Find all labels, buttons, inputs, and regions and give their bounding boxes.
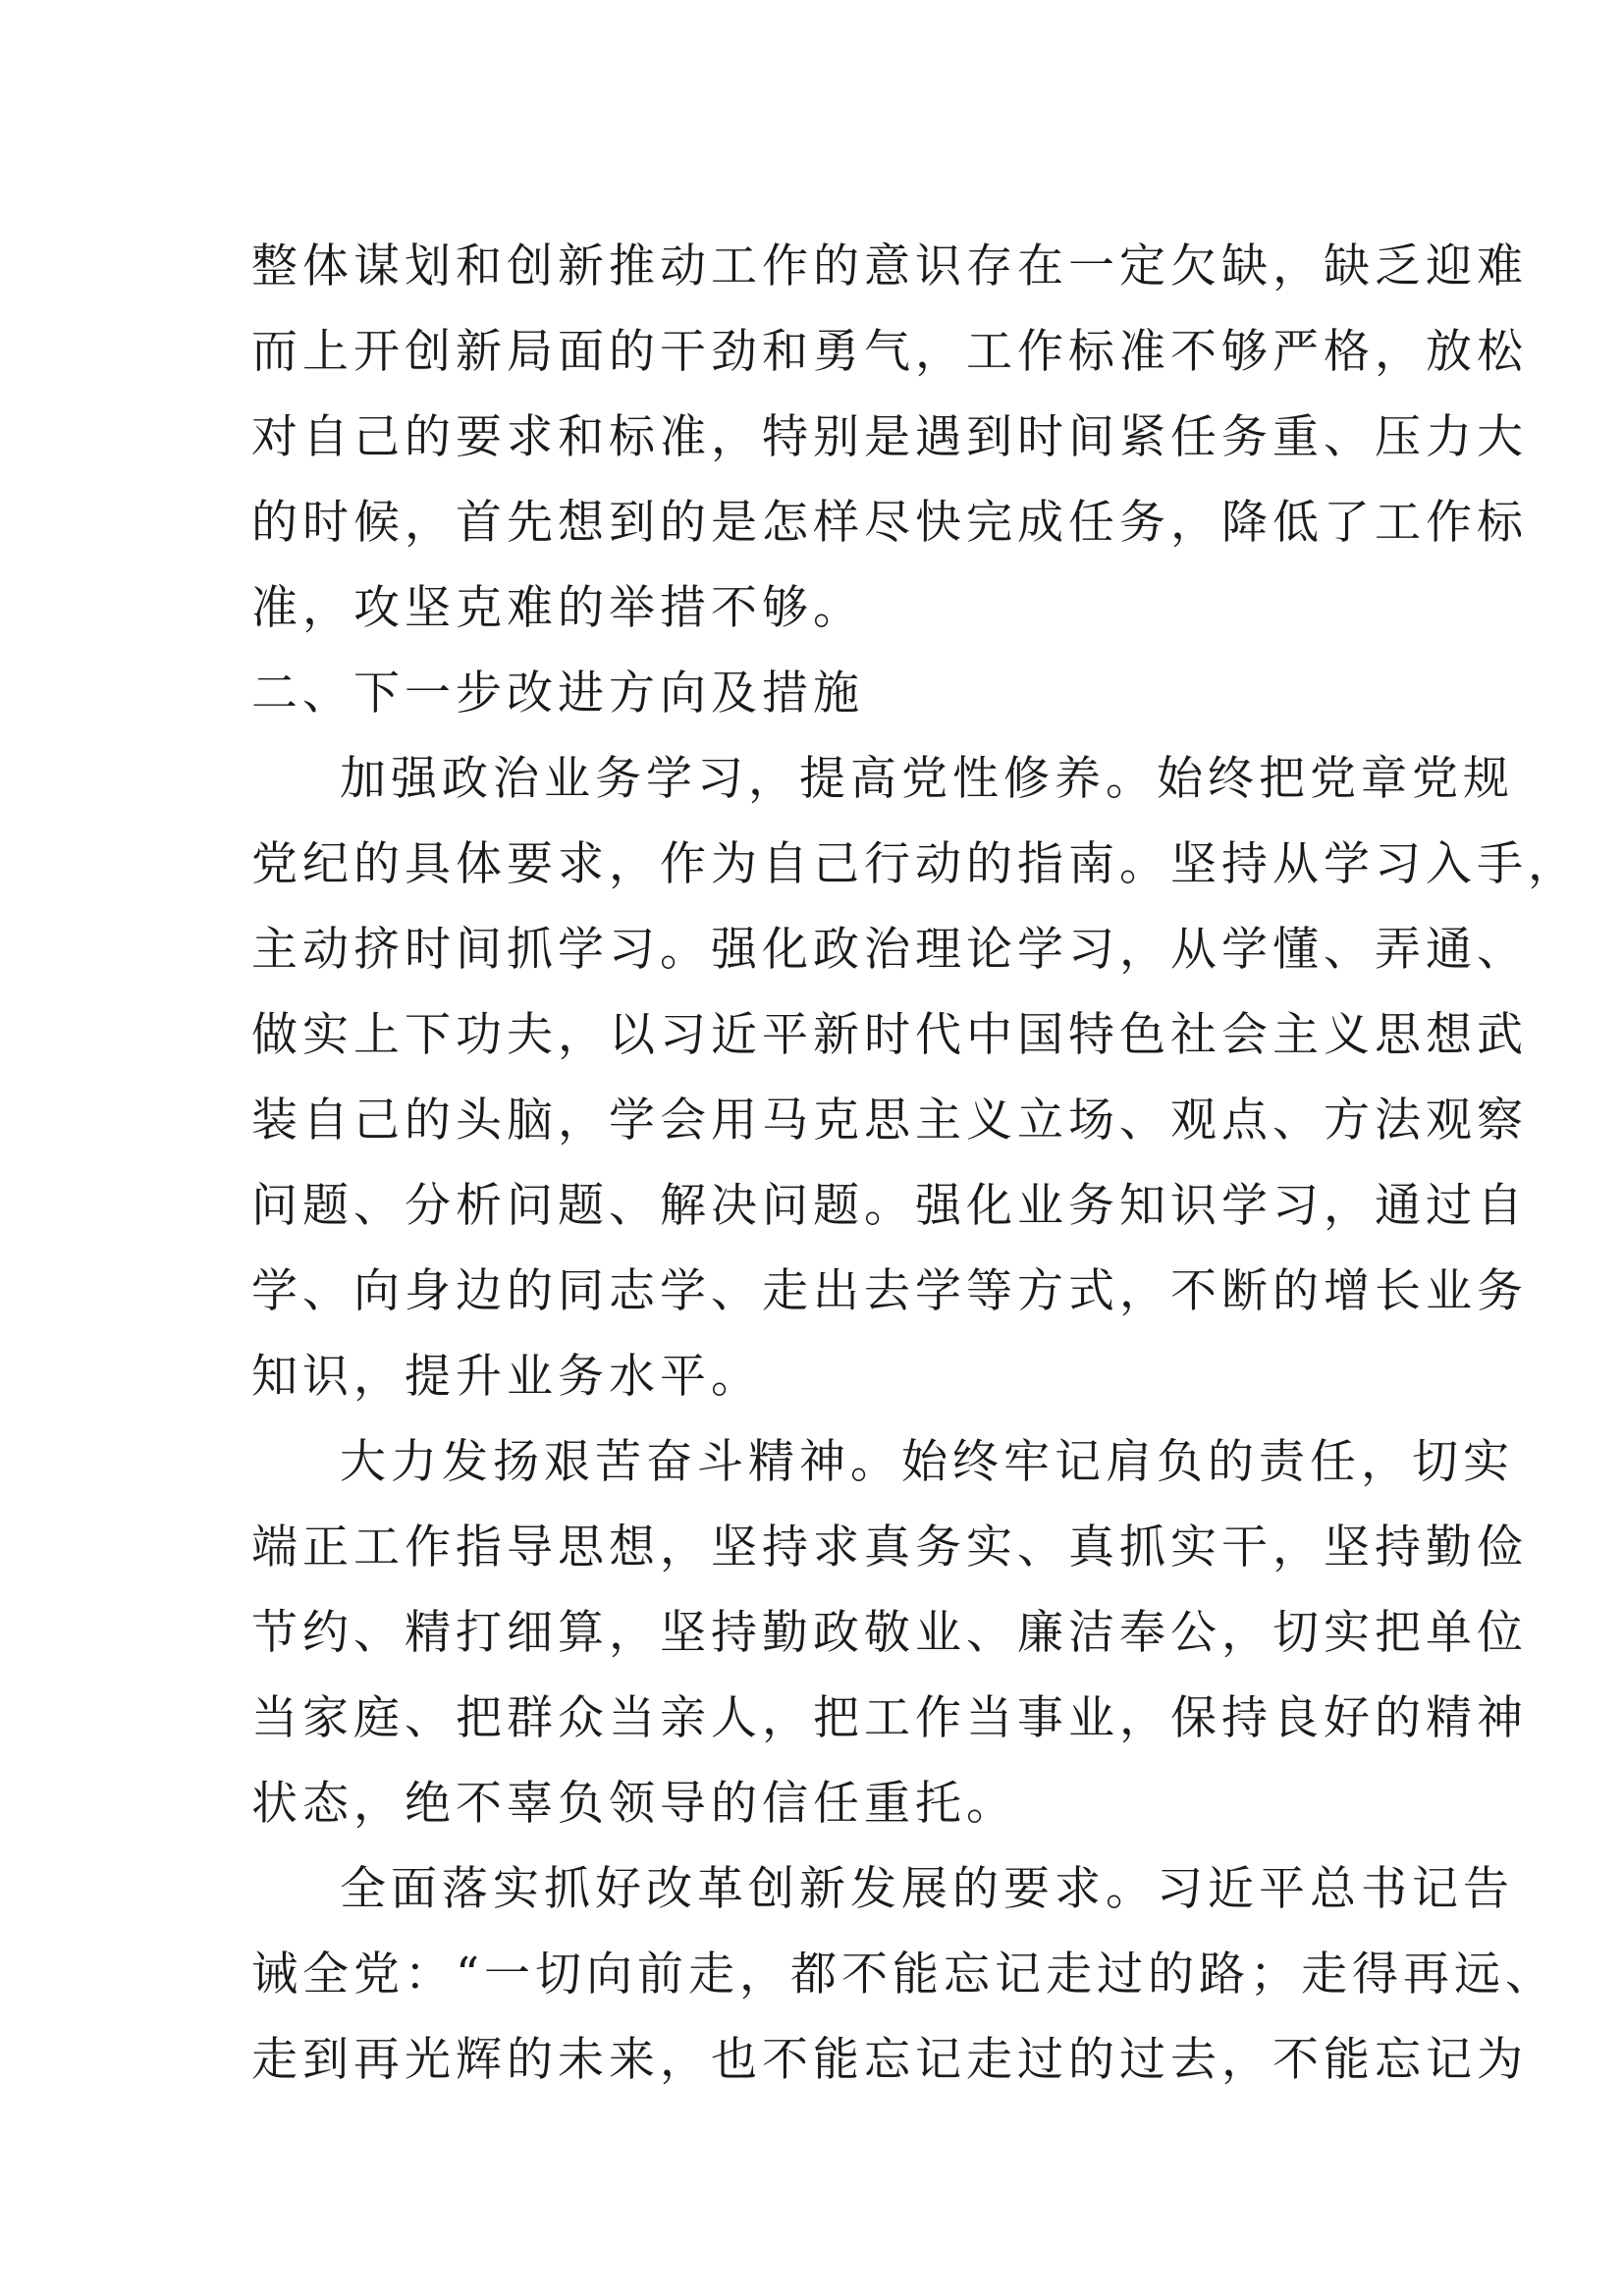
- text-line: 党纪的具体要求，作为自己行动的指南。坚持从学习入手，: [251, 837, 1579, 891]
- paragraph-first-line: 全面落实抓好改革创新发展的要求。习近平总书记告: [340, 1862, 1514, 1916]
- section-heading: 二、下一步改进方向及措施: [251, 667, 864, 721]
- paragraph-first-line: 大力发扬艰苦奋斗精神。始终牢记肩负的责任，切实: [340, 1435, 1514, 1489]
- text-line: 学、向身边的同志学、走出去学等方式，不断的增长业务: [251, 1264, 1528, 1318]
- text-line: 而上开创新局面的干劲和勇气，工作标准不够严格，放松: [251, 325, 1528, 379]
- text-line: 端正工作指导思想，坚持求真务实、真抓实干，坚持勤俭: [251, 1521, 1528, 1575]
- text-line: 做实上下功夫，以习近平新时代中国特色社会主义思想武: [251, 1008, 1528, 1062]
- text-line: 当家庭、把群众当亲人，把工作当事业，保持良好的精神: [251, 1691, 1528, 1745]
- text-line: 诫全党：“一切向前走，都不能忘记走过的路；走得再远、: [251, 1948, 1557, 2002]
- text-line: 的时候，首先想到的是怎样尽快完成任务，降低了工作标: [251, 496, 1528, 550]
- text-line: 准，攻坚克难的举措不够。: [251, 581, 864, 635]
- text-line: 状态，绝不辜负领导的信任重托。: [251, 1777, 1017, 1831]
- text-line: 走到再光辉的未来，也不能忘记走过的过去，不能忘记为: [251, 2033, 1528, 2087]
- text-line: 主动挤时间抓学习。强化政治理论学习，从学懂、弄通、: [251, 923, 1528, 977]
- text-line: 节约、精打细算，坚持勤政敬业、廉洁奉公，切实把单位: [251, 1606, 1528, 1660]
- text-line: 知识，提升业务水平。: [251, 1350, 762, 1404]
- text-line: 装自己的头脑，学会用马克思主义立场、观点、方法观察: [251, 1094, 1528, 1148]
- text-line: 整体谋划和创新推动工作的意识存在一定欠缺，缺乏迎难: [251, 240, 1528, 294]
- text-line: 对自己的要求和标准，特别是遇到时间紧任务重、压力大: [251, 410, 1528, 464]
- paragraph-first-line: 加强政治业务学习，提高党性修养。始终把党章党规: [340, 752, 1514, 806]
- text-line: 问题、分析问题、解决问题。强化业务知识学习，通过自: [251, 1179, 1528, 1233]
